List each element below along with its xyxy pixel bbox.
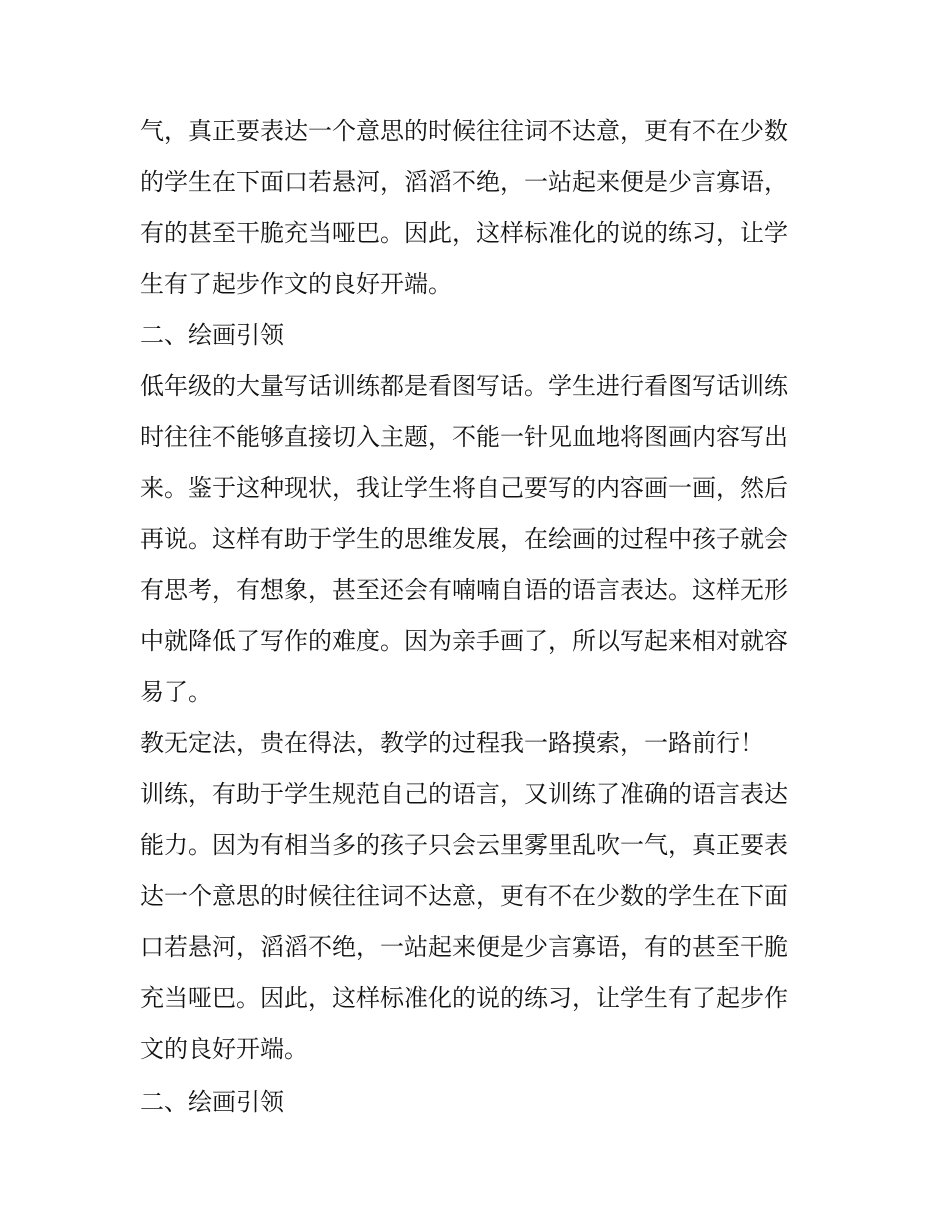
document-body — [140, 106, 820, 1128]
body-line-15: 能力。因为有相当多的孩子只会云里雾里乱吹一气，真正要表 — [140, 831, 788, 859]
body-line-2: 的学生在下面口若悬河，滔滔不绝，一站起来便是少言寡语， — [140, 168, 788, 196]
body-line-19: 文的良好开端。 — [140, 1035, 308, 1063]
body-line-18: 充当哑巴。因此，这样标准化的说的练习，让学生有了起步作 — [140, 984, 788, 1012]
section-heading-2: 二、绘画引领 — [140, 1088, 284, 1116]
body-line-14: 训练，有助于学生规范自己的语言，又训练了准确的语言表达 — [140, 780, 788, 808]
body-line-7: 时往往不能够直接切入主题，不能一针见血地将图画内容写出 — [140, 423, 788, 451]
body-line-3: 有的甚至干脆充当哑巴。因此，这样标准化的说的练习，让学 — [140, 219, 788, 247]
body-line-9: 再说。这样有助于学生的思维发展，在绘画的过程中孩子就会 — [140, 525, 788, 553]
body-line-12: 易了。 — [140, 678, 212, 706]
section-heading: 二、绘画引领 — [140, 321, 284, 349]
body-line-10: 有思考，有想象，甚至还会有喃喃自语的语言表达。这样无形 — [140, 576, 788, 604]
body-line-6: 低年级的大量写话训练都是看图写话。学生进行看图写话训练 — [140, 372, 788, 400]
body-line-17: 口若悬河，滔滔不绝，一站起来便是少言寡语，有的甚至干脆 — [140, 933, 788, 961]
body-line-16: 达一个意思的时候往往词不达意，更有不在少数的学生在下面 — [140, 882, 788, 910]
body-line-13: 教无定法，贵在得法，教学的过程我一路摸索，一路前行！ — [140, 729, 764, 757]
body-line-8: 来。鉴于这种现状，我让学生将自己要写的内容画一画，然后 — [140, 474, 788, 502]
body-line-11: 中就降低了写作的难度。因为亲手画了，所以写起来相对就容 — [140, 627, 788, 655]
body-line-1: 气，真正要表达一个意思的时候往往词不达意，更有不在少数 — [140, 117, 788, 145]
body-line-4: 生有了起步作文的良好开端。 — [140, 270, 452, 298]
